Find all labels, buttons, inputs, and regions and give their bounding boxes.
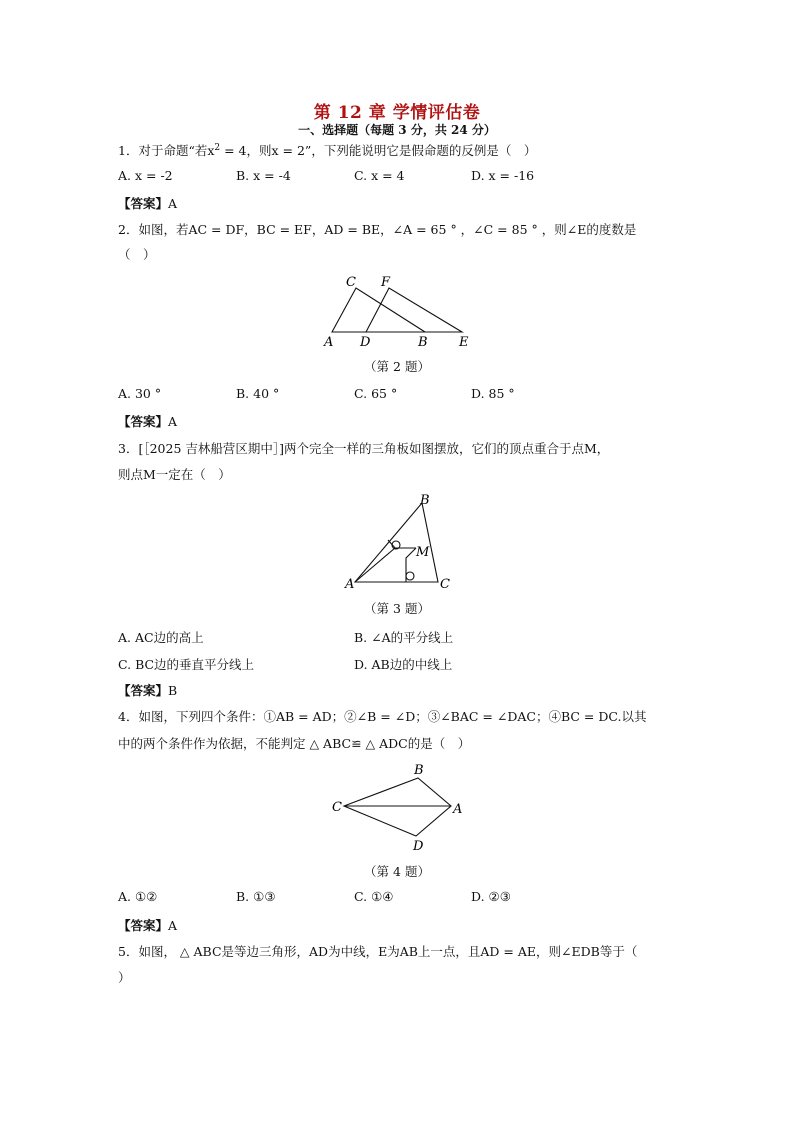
question-4-answer: [118, 916, 177, 934]
question-2-stem-line-2: （ ）: [118, 247, 156, 262]
answer-label: 【答案】: [118, 414, 169, 429]
question-3-option-c: C. BC边的垂直平分线上: [118, 657, 255, 672]
question-1-option-b: B. x = -4: [236, 168, 291, 183]
question-1-option-c: C. x = 4: [354, 168, 405, 183]
label-f: F: [381, 275, 391, 290]
question-4-stem-line-1: 4．如图，下列四个条件：①AB = AD；②∠B = ∠D；③∠BAC = ∠DAC；④BC = DC.以其: [118, 709, 647, 724]
label-c: C: [332, 800, 342, 815]
question-3-figure: [340, 490, 460, 594]
question-3-caption: （第 3 题）: [364, 601, 430, 616]
question-4-caption: （第 4 题）: [364, 864, 430, 879]
question-1-text-pre: 1．对于命题“若x: [118, 143, 215, 159]
question-4-figure: [328, 758, 468, 854]
question-2-caption: （第 2 题）: [364, 359, 430, 374]
question-5-stem-line-1: 5．如图， △ ABC是等边三角形，AD为中线，E为AB上一点，且AD = AE，则∠EDB等于（: [118, 944, 638, 959]
question-4-stem-line-2: 中的两个条件作为依据，不能判定 △ ABC≌ △ ADC的是（ ）: [118, 736, 471, 751]
question-1-answer: [118, 194, 177, 212]
label-m: M: [416, 545, 430, 560]
label-d: D: [360, 335, 371, 350]
answer-label: 【答案】: [118, 683, 169, 698]
question-3-option-d: D. AB边的中线上: [354, 657, 453, 672]
question-1-option-a: A. x = -2: [118, 168, 173, 183]
answer-value: A: [168, 414, 178, 429]
question-4-option-c: C. ①④: [354, 889, 394, 904]
question-1-text-post: = 4，则x = 2”，下列能说明它是假命题的反例是（ ）: [220, 143, 537, 159]
answer-value: A: [168, 918, 178, 933]
triangle-acb: [332, 288, 425, 332]
question-4-option-d: D. ②③: [471, 889, 511, 904]
question-5-stem-line-2: ）: [118, 970, 131, 985]
question-1-option-d: D. x = -16: [471, 168, 535, 183]
question-3-stem-line-1: 3．[［2025 吉林船营区期中］]两个完全一样的三角板如图摆放，它们的顶点重合于点M，: [118, 441, 610, 456]
question-2-figure: [320, 270, 480, 352]
question-2-option-b: B. 40 °: [236, 386, 280, 401]
answer-value: B: [168, 683, 178, 698]
label-b: B: [420, 493, 430, 508]
question-3-option-b: B. ∠A的平分线上: [354, 630, 454, 645]
right-angle-marker-2: [406, 572, 414, 580]
set-square-1: [355, 548, 416, 582]
answer-label: 【答案】: [118, 196, 169, 211]
question-2-option-d: D. 85 °: [471, 386, 515, 401]
label-b: B: [414, 763, 424, 778]
question-2-option-a: A. 30 °: [118, 386, 162, 401]
question-4-option-b: B. ①③: [236, 889, 276, 904]
label-a: A: [345, 577, 355, 592]
answer-label: 【答案】: [118, 918, 169, 933]
label-e: E: [459, 335, 469, 350]
label-a: A: [324, 335, 334, 350]
label-b: B: [418, 335, 428, 350]
set-square-2: [355, 548, 416, 582]
label-c: C: [440, 577, 450, 592]
question-2-answer: [118, 412, 177, 430]
quadrilateral-abcd: [344, 778, 451, 836]
section-heading: 一、选择题（每题 3 分，共 24 分）: [298, 123, 496, 137]
label-c: C: [346, 275, 356, 290]
label-d: D: [413, 839, 424, 854]
page-title: 第 12 章 学情评估卷: [313, 103, 481, 123]
question-1-superscript: 2: [214, 143, 221, 153]
question-3-answer: [118, 681, 177, 699]
answer-value: A: [168, 196, 178, 211]
question-4-option-a: A. ①②: [118, 889, 158, 904]
question-1-stem: [118, 139, 536, 160]
triangle-abc: [355, 503, 438, 582]
question-2-stem-line-1: 2．如图，若AC = DF，BC = EF，AD = BE，∠A = 65 ° ，∠C = 85 ° ，则∠E的度数是: [118, 222, 637, 237]
question-3-stem-line-2: 则点M一定在（ ）: [118, 467, 231, 482]
label-a: A: [453, 802, 463, 817]
question-3-option-a: A. AC边的高上: [118, 630, 204, 645]
question-2-option-c: C. 65 °: [354, 386, 398, 401]
